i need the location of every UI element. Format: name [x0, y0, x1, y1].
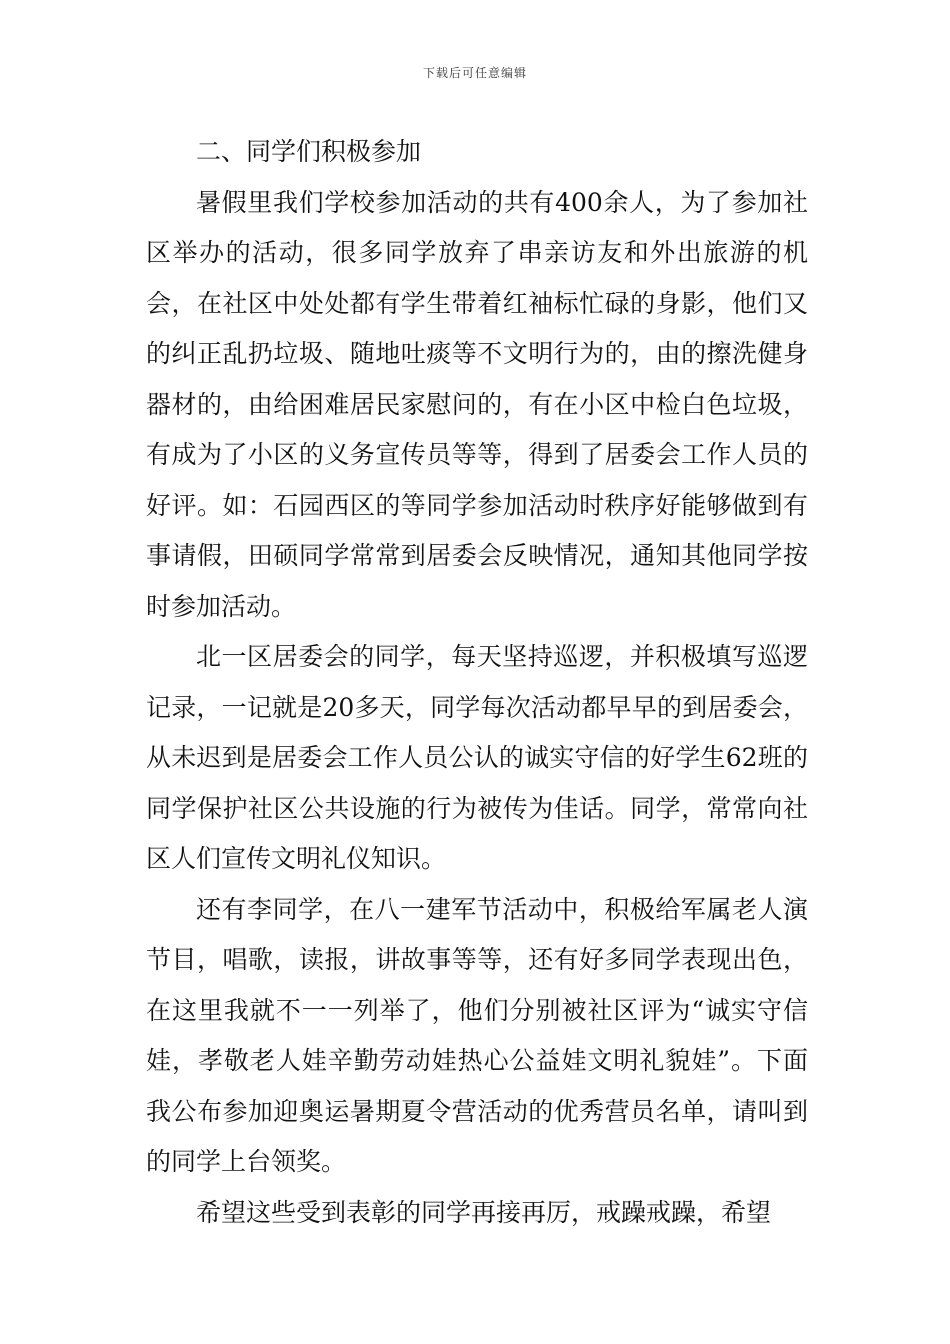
page-header-note: 下载后可任意编辑: [422, 66, 527, 80]
document-body: [146, 127, 808, 1238]
paragraph: 北一区居委会的同学，每天坚持巡逻，并积极填写巡逻记录，一记就是20多天，同学每次活动都早早的到居委会，从未迟到是居委会工作人员公认的诚实守信的好学生62班的同学保护社区公共设施的行为被传为佳话。同学，常常向社区人们宣传文明礼仪知识。: [146, 642, 808, 873]
paragraph: 暑假里我们学校参加活动的共有400余人，为了参加社区举办的活动，很多同学放弃了串亲访友和外出旅游的机会，在社区中处处都有学生带着红袖标忙碌的身影，他们又的纠正乱扔垃圾、随地吐痰等不文明行为的，由的擦洗健身器材的，由给困难居民家慰问的，有在小区中检白色垃圾，有成为了小区的义务宣传员等等，得到了居委会工作人员的好评。如：石园西区的等同学参加活动时秩序好能够做到有事请假，田硕同学常常到居委会反映情况，通知其他同学按时参加活动。: [146, 187, 808, 621]
paragraph: 还有李同学，在八一建军节活动中，积极给军属老人演节目，唱歌，读报，讲故事等等，还有好多同学表现出色，在这里我就不一一列举了，他们分别被社区评为“诚实守信娃，孝敬老人娃辛勤劳动娃热心公益娃文明礼貌娃”。下面我公布参加迎奥运暑期夏令营活动的优秀营员名单，请叫到的同学上台领奖。: [146, 894, 808, 1176]
section-heading: 二、同学们积极参加: [196, 137, 422, 166]
paragraph: 希望这些受到表彰的同学再接再厉，戒躁戒躁，希望: [196, 1197, 772, 1227]
